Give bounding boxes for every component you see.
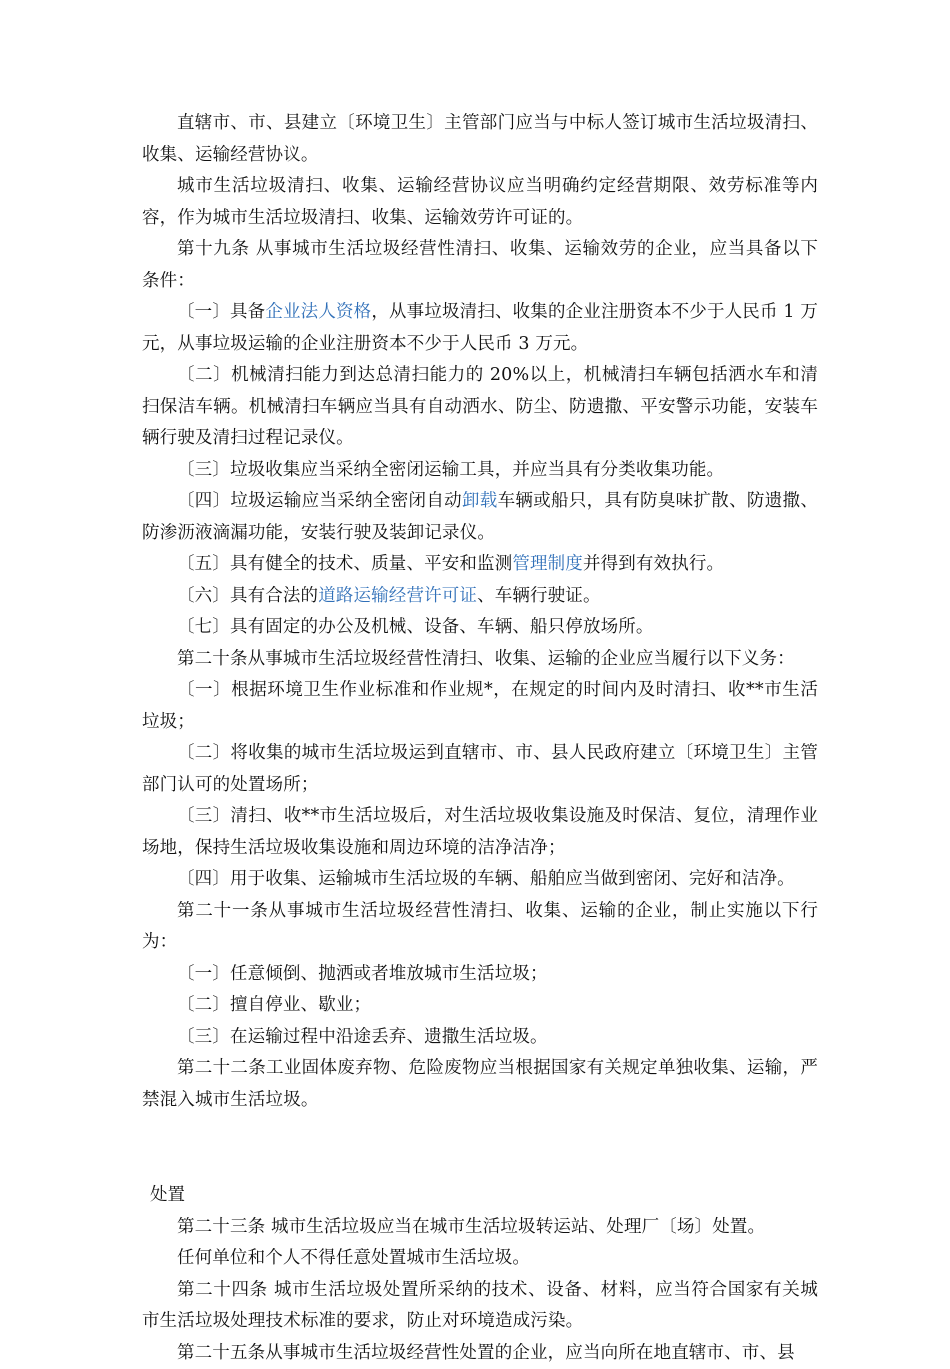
paragraph xyxy=(142,675,818,738)
paragraph-text: 〔三〕在运输过程中沿途丢弃、遗撒生活垃圾。 xyxy=(177,1027,548,1047)
paragraph xyxy=(142,738,818,801)
section-spacer xyxy=(142,1116,818,1180)
paragraph-text: 第二十三条 城市生活垃圾应当在城市生活垃圾转运站、处理厂〔场〕处置。 xyxy=(177,1217,765,1237)
paragraph xyxy=(142,549,818,581)
paragraph-text: 〔六〕具有合法的 xyxy=(177,586,318,606)
section-heading: 处置 xyxy=(142,1180,818,1212)
paragraph-text: 〔七〕具有固定的办公及机械、设备、车辆、船只停放场所。 xyxy=(177,617,654,637)
paragraph xyxy=(142,171,818,234)
paragraph-text: 〔三〕清扫、收**市生活垃圾后，对生活垃圾收集设施及时保洁、复位，清理作业场地，保持生活垃圾收集设施和周边环境的洁净洁净； xyxy=(142,806,818,858)
paragraph xyxy=(142,1338,818,1369)
paragraph-text: 〔四〕垃圾运输应当采纳全密闭自动 xyxy=(177,491,462,511)
paragraph-text: 第十九条 从事城市生活垃圾经营性清扫、收集、运输效劳的企业，应当具备以下条件： xyxy=(142,239,818,291)
paragraph xyxy=(142,1022,818,1054)
paragraph-text: 任何单位和个人不得任意处置城市生活垃圾。 xyxy=(177,1248,530,1268)
paragraph-text: 第二十五条从事城市生活垃圾经营性处置的企业，应当向所在地直辖市、市、县 xyxy=(177,1343,795,1363)
paragraph-text: 第二十二条工业固体废弃物、危险废物应当根据国家有关规定单独收集、运输，严禁混入城市生活垃圾。 xyxy=(142,1058,818,1110)
paragraph xyxy=(142,581,818,613)
paragraph xyxy=(142,360,818,455)
paragraph-text: 城市生活垃圾清扫、收集、运输经营协议应当明确约定经营期限、效劳标准等内容，作为城市生活垃圾清扫、收集、运输效劳许可证的。 xyxy=(142,176,818,228)
paragraph-text: 、车辆行驶证。 xyxy=(477,586,601,606)
disposal-articles-block xyxy=(142,1212,818,1369)
paragraph xyxy=(142,108,818,171)
paragraph xyxy=(142,864,818,896)
paragraph-text: 第二十一条从事城市生活垃圾经营性清扫、收集、运输的企业，制止实施以下行为： xyxy=(142,901,818,953)
paragraph xyxy=(142,1212,818,1244)
paragraph-text: 〔一〕具备 xyxy=(177,302,265,322)
paragraph-text: 〔四〕用于收集、运输城市生活垃圾的车辆、船舶应当做到密闭、完好和洁净。 xyxy=(177,869,795,889)
paragraph-text: 车辆或船只，具有防臭味扩散、防遗撒、防渗沥液滴漏功能，安装行驶及装卸记录仪。 xyxy=(142,491,818,543)
paragraph-text: 〔二〕擅自停业、歇业； xyxy=(177,995,371,1015)
paragraph-text: 第二十四条 城市生活垃圾处置所采纳的技术、设备、材料，应当符合国家有关城市生活垃圾处理技术标准的要求，防止对环境造成污染。 xyxy=(142,1280,818,1332)
paragraph-text: 〔五〕具有健全的技术、质量、平安和监测 xyxy=(177,554,512,574)
paragraph xyxy=(142,612,818,644)
paragraph xyxy=(142,1053,818,1116)
paragraph xyxy=(142,297,818,360)
inline-link[interactable]: 卸载 xyxy=(462,491,498,511)
paragraph xyxy=(142,896,818,959)
paragraph-text: 〔三〕垃圾收集应当采纳全密闭运输工具，并应当具有分类收集功能。 xyxy=(177,460,724,480)
paragraph-text: 〔一〕根据环境卫生作业标准和作业规*，在规定的时间内及时清扫、收**市生活垃圾； xyxy=(142,680,818,732)
paragraph xyxy=(142,234,818,297)
paragraph xyxy=(142,644,818,676)
inline-link[interactable]: 道路运输经营许可证 xyxy=(318,586,477,606)
paragraph-text: ，从事垃圾清扫、收集的企业注册资本不少于人民币 1 万元，从事垃圾运输的企业注册资本不少于人民币 3 万元。 xyxy=(142,302,818,354)
inline-link[interactable]: 管理制度 xyxy=(512,554,583,574)
paragraph-text: 直辖市、市、县建立〔环境卫生〕主管部门应当与中标人签订城市生活垃圾清扫、收集、运输经营协议。 xyxy=(142,113,818,165)
paragraph-text: 第二十条从事城市生活垃圾经营性清扫、收集、运输的企业应当履行以下义务： xyxy=(177,649,795,669)
paragraph-text: 〔二〕机械清扫能力到达总清扫能力的 20%以上，机械清扫车辆包括洒水车和清扫保洁车辆。机械清扫车辆应当具有自动洒水、防尘、防遗撒、平安警示功能，安装车辆行驶及清扫过程记录仪。 xyxy=(142,365,818,448)
document-page xyxy=(142,108,818,1369)
paragraph xyxy=(142,1243,818,1275)
paragraph xyxy=(142,455,818,487)
paragraph-text: 并得到有效执行。 xyxy=(583,554,724,574)
paragraph xyxy=(142,1275,818,1338)
paragraph xyxy=(142,990,818,1022)
paragraph xyxy=(142,959,818,991)
regulation-articles-block xyxy=(142,108,818,1116)
paragraph-text: 〔一〕任意倾倒、抛洒或者堆放城市生活垃圾； xyxy=(177,964,548,984)
paragraph xyxy=(142,486,818,549)
paragraph-text: 〔二〕将收集的城市生活垃圾运到直辖市、市、县人民政府建立〔环境卫生〕主管部门认可的处置场所； xyxy=(142,743,818,795)
inline-link[interactable]: 企业法人资格 xyxy=(265,302,371,322)
paragraph xyxy=(142,801,818,864)
